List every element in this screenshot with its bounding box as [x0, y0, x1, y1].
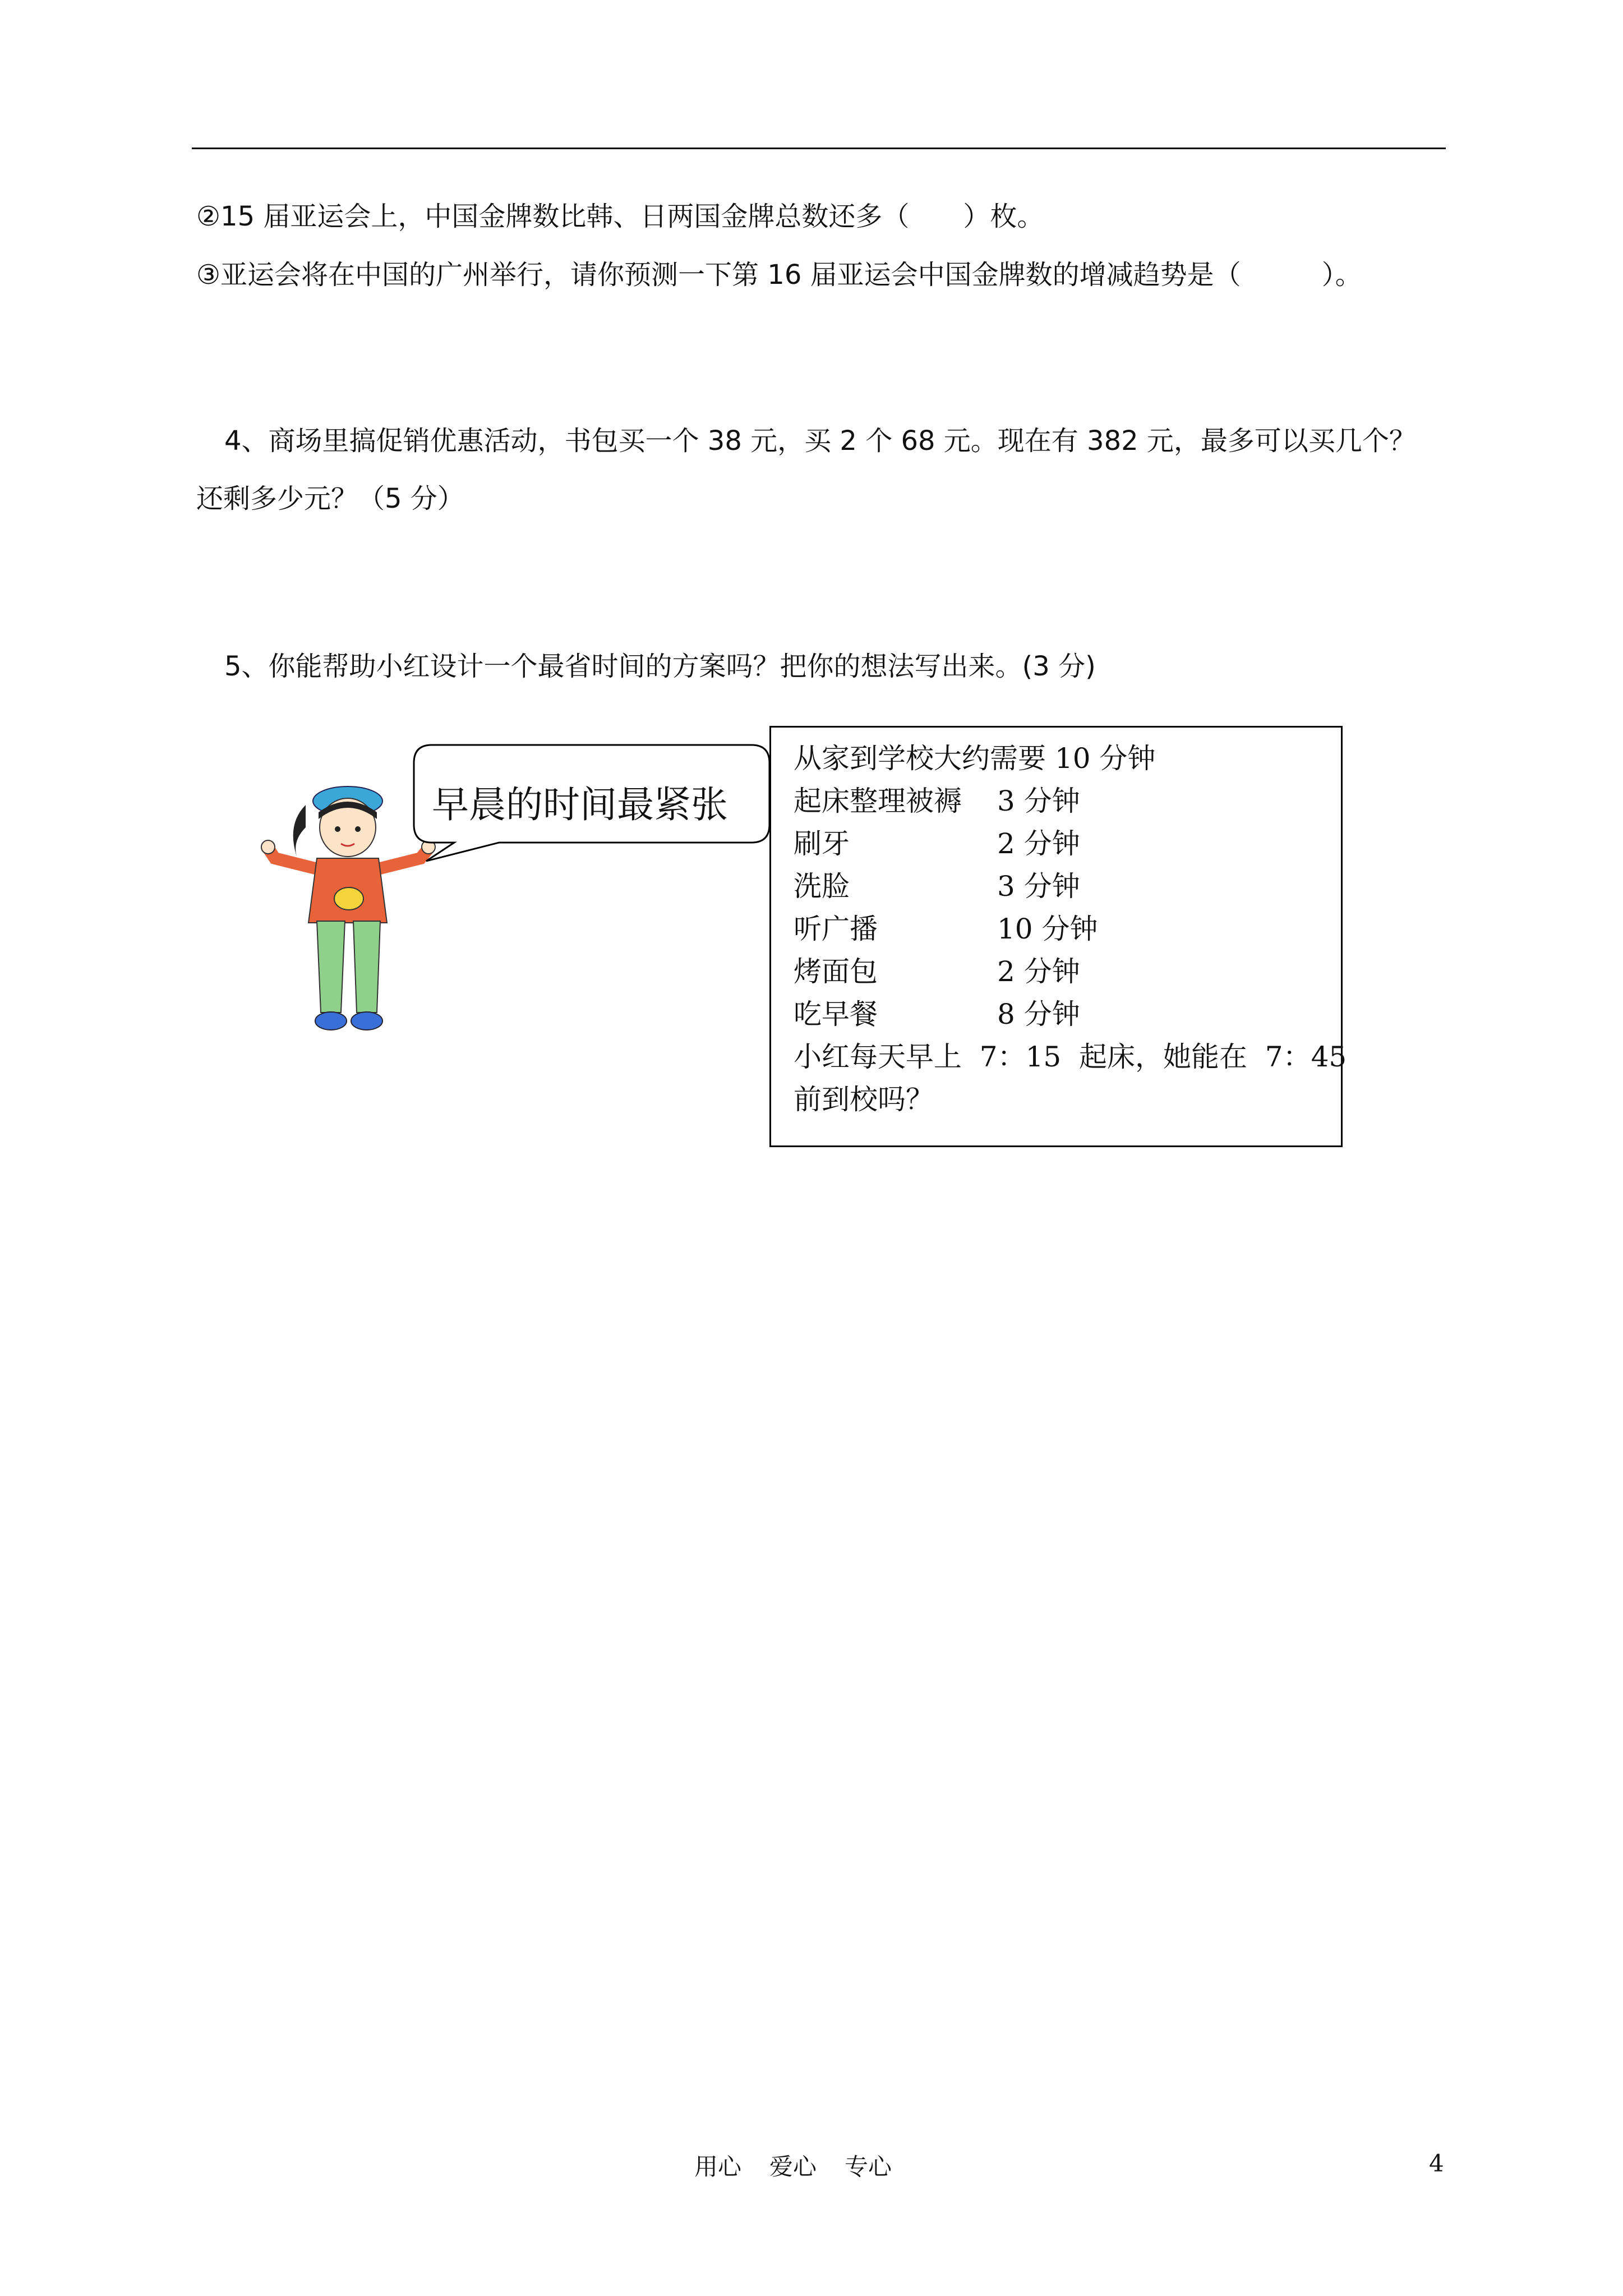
schedule-row [794, 787, 1080, 815]
schedule-row [794, 915, 1098, 943]
task-label: 洗脸 [794, 870, 850, 903]
schedule-row [794, 1000, 1080, 1028]
task-duration: 3 分钟 [997, 870, 1080, 903]
footer-word: 用心 [694, 2153, 742, 2180]
question-5: 5、你能帮助小红设计一个最省时间的方案吗？把你的想法写出来。(3 分) [224, 651, 1096, 682]
question-4-line-1: 4、商场里搞促销优惠活动，书包买一个 38 元，买 2 个 68 元。现在有 382 元，最多可以买几个？ [224, 425, 1416, 457]
schedule-row [794, 827, 1080, 860]
schedule-info-box [769, 726, 1347, 1147]
task-label: 吃早餐 [794, 998, 878, 1030]
schedule-intro: 从家到学校大约需要 10 分钟 [794, 742, 1156, 775]
task-label: 起床整理被褥 [794, 785, 962, 817]
task-label: 烤面包 [794, 955, 878, 988]
footer-word: 爱心 [769, 2153, 817, 2180]
question-3-sub-2: ②15 届亚运会上，中国金牌数比韩、日两国金牌总数还多（ ）枚。 [196, 201, 1044, 232]
schedule-question-line-2: 前到校吗？ [794, 1083, 934, 1116]
task-label: 刷牙 [794, 827, 850, 860]
task-duration: 10 分钟 [997, 913, 1098, 945]
question-3-sub-3: ③亚运会将在中国的广州举行，请你预测一下第 16 届亚运会中国金牌数的增减趋势是（ ）。 [196, 259, 1362, 291]
schedule-row [794, 870, 1080, 903]
task-duration: 2 分钟 [997, 955, 1080, 988]
task-duration: 2 分钟 [997, 827, 1080, 860]
task-duration: 8 分钟 [997, 998, 1080, 1030]
task-label: 听广播 [794, 913, 878, 945]
schedule-row [794, 955, 1080, 988]
footer-word: 专心 [845, 2153, 892, 2180]
page-number: 4 [1429, 2150, 1444, 2177]
task-duration: 3 分钟 [997, 785, 1080, 817]
schedule-question-line-1: 小红每天早上 7：15 起床，她能在 7：45 [794, 1041, 1347, 1073]
speech-bubble-text: 早晨的时间最紧张 [432, 783, 728, 826]
footer-motto [694, 2148, 920, 2182]
header-rule [192, 148, 1446, 149]
question-4-line-2: 还剩多少元？（5 分） [196, 483, 464, 514]
